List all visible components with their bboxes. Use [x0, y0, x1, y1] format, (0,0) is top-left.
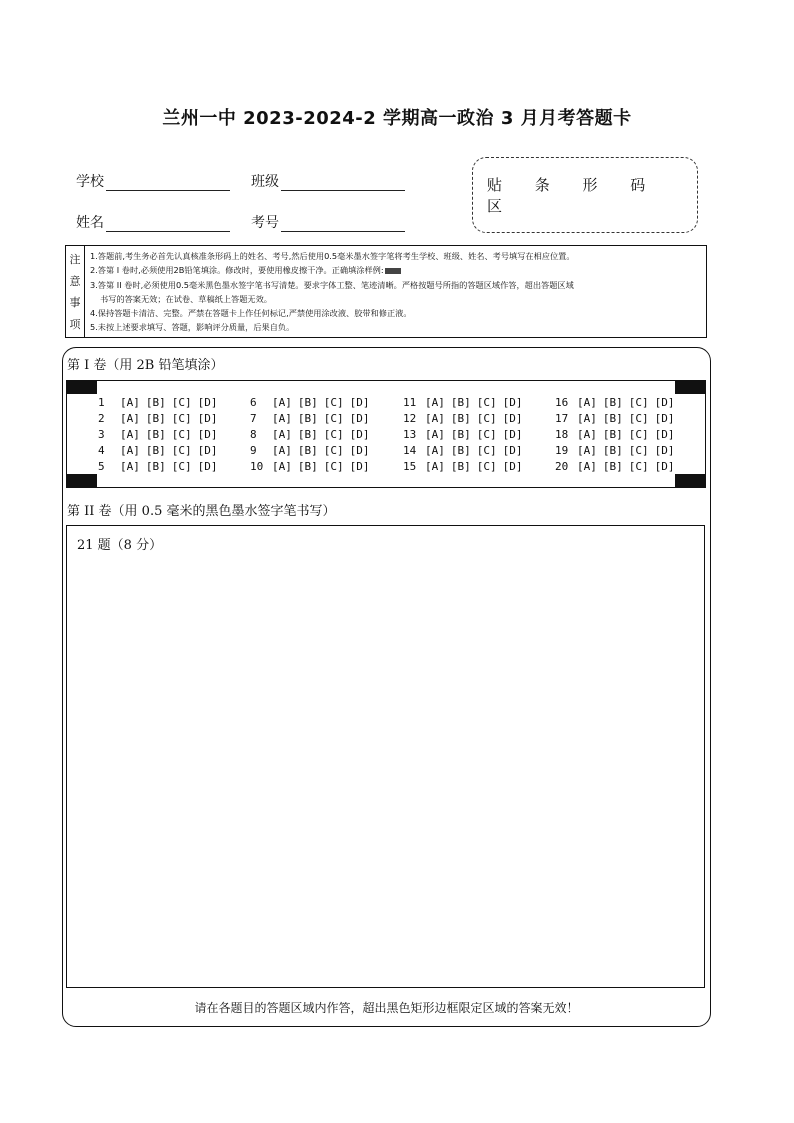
answer-bubble[interactable]: [A] [425, 444, 445, 457]
mcq-question-row [555, 459, 681, 475]
school-field[interactable] [76, 171, 230, 191]
answer-bubble[interactable]: [A] [120, 412, 140, 425]
mcq-question-row [555, 395, 681, 411]
answer-bubble[interactable]: [B] [297, 396, 318, 409]
fill-sample-icon [385, 268, 401, 274]
rule-5: 5.未按上述要求填写、答题，影响评分质量，后果自负。 [90, 322, 295, 333]
section2-title: 第 II 卷（用 0.5 毫米的黑色墨水签字笔书写） [67, 504, 336, 519]
answer-bubble[interactable]: [D] [654, 460, 675, 473]
question-number: 7 [250, 412, 257, 425]
mcq-question-row [250, 427, 376, 443]
answer-area[interactable] [66, 525, 705, 988]
footer-warning: 请在各题目的答题区域内作答，超出黑色矩形边框限定区域的答案无效！ [194, 1001, 579, 1015]
answer-bubble[interactable]: [D] [502, 396, 523, 409]
answer-bubble[interactable]: [D] [197, 396, 218, 409]
answer-bubble[interactable]: [D] [349, 412, 370, 425]
question-number: 10 [250, 460, 264, 473]
mcq-question-row [403, 459, 529, 475]
answer-bubble[interactable]: [C] [476, 396, 497, 409]
rule-2 [90, 263, 702, 277]
answer-bubble[interactable]: [B] [602, 412, 623, 425]
notice-char: 项 [69, 318, 81, 332]
answer-bubble[interactable]: [C] [323, 396, 344, 409]
mcq-question-row [98, 411, 224, 427]
barcode-area [472, 157, 698, 233]
mcq-question-row [403, 395, 529, 411]
question-number: 13 [403, 428, 417, 441]
exam-no-field[interactable] [251, 212, 405, 232]
school-label: 学校 [76, 174, 104, 190]
answer-bubble[interactable]: [B] [602, 460, 623, 473]
answer-bubble[interactable]: [A] [425, 460, 445, 473]
alignment-mark [67, 474, 97, 487]
answer-bubble[interactable]: [C] [171, 444, 192, 457]
exam-no-blank[interactable] [281, 215, 405, 232]
answer-bubble[interactable]: [B] [145, 412, 166, 425]
answer-bubble[interactable]: [C] [171, 412, 192, 425]
answer-bubble[interactable]: [B] [450, 460, 471, 473]
alignment-mark [67, 381, 97, 394]
alignment-mark [675, 474, 705, 487]
answer-bubble[interactable]: [C] [476, 444, 497, 457]
answer-bubble[interactable]: [C] [323, 412, 344, 425]
answer-bubble[interactable]: [A] [577, 396, 597, 409]
mcq-question-row [555, 443, 681, 459]
answer-bubble[interactable]: [C] [171, 460, 192, 473]
rule-3-cont: 书写的答案无效；在试卷、草稿纸上答题无效。 [100, 293, 272, 304]
answer-bubble[interactable]: [D] [349, 396, 370, 409]
answer-bubble[interactable]: [B] [297, 412, 318, 425]
class-label: 班级 [251, 174, 279, 190]
answer-bubble[interactable]: [A] [577, 444, 597, 457]
page-title: 兰州一中 2023-2024-2 学期高一政治 3 月月考答题卡 [162, 108, 632, 129]
answer-bubble[interactable]: [B] [145, 460, 166, 473]
answer-bubble[interactable]: [B] [297, 444, 318, 457]
answer-bubble[interactable]: [B] [145, 444, 166, 457]
answer-bubble[interactable]: [C] [628, 412, 649, 425]
answer-bubble[interactable]: [B] [145, 396, 166, 409]
answer-bubble[interactable]: [C] [323, 444, 344, 457]
exam-no-label: 考号 [251, 215, 279, 231]
answer-bubble[interactable]: [B] [602, 396, 623, 409]
question-number: 1 [98, 396, 105, 409]
name-blank[interactable] [106, 215, 230, 232]
class-field[interactable] [251, 171, 405, 191]
answer-bubble[interactable]: [A] [577, 412, 597, 425]
answer-bubble[interactable]: [A] [425, 396, 445, 409]
mcq-question-row [403, 411, 529, 427]
answer-bubble[interactable]: [D] [197, 428, 218, 441]
answer-bubble[interactable]: [D] [502, 460, 523, 473]
answer-bubble[interactable]: [A] [120, 396, 140, 409]
mcq-question-row [250, 459, 376, 475]
answer-bubble[interactable]: [D] [654, 428, 675, 441]
name-field[interactable] [76, 212, 230, 232]
notice-char: 事 [69, 296, 81, 310]
question-number: 20 [555, 460, 569, 473]
answer-bubble[interactable]: [D] [349, 444, 370, 457]
answer-bubble[interactable]: [A] [120, 444, 140, 457]
rule-3: 3.答第 II 卷时,必须使用0.5毫米黑色墨水签字笔书写清楚。要求字体工整、笔迹清晰。严格按题号所指的答题区域作答，超出答题区域 [90, 279, 574, 290]
answer-bubble[interactable]: [A] [120, 460, 140, 473]
answer-bubble[interactable]: [A] [272, 396, 292, 409]
answer-bubble[interactable]: [C] [628, 396, 649, 409]
answer-bubble[interactable]: [A] [120, 428, 140, 441]
answer-bubble[interactable]: [A] [577, 460, 597, 473]
mcq-question-row [98, 459, 224, 475]
answer-bubble[interactable]: [C] [323, 428, 344, 441]
notice-side-label [66, 246, 85, 337]
answer-bubble[interactable]: [B] [450, 428, 471, 441]
question-number: 14 [403, 444, 417, 457]
question-number: 15 [403, 460, 417, 473]
rule-1: 1.答题前,考生务必首先认真核准条形码上的姓名、考号,然后使用0.5毫米墨水签字笔将考生学校、班级、姓名、考号填写在相应位置。 [90, 251, 575, 261]
answer-bubble[interactable]: [B] [602, 444, 623, 457]
rule-4: 4.保持答题卡清洁、完整。严禁在答题卡上作任何标记,严禁使用涂改液、胶带和修正液。 [90, 308, 412, 319]
answer-bubble[interactable]: [B] [145, 428, 166, 441]
school-blank[interactable] [106, 174, 230, 191]
mcq-column [403, 395, 529, 475]
mcq-column [250, 395, 376, 475]
mcq-question-row [250, 395, 376, 411]
question-number: 12 [403, 412, 417, 425]
mcq-question-row [403, 427, 529, 443]
question-number: 16 [555, 396, 569, 409]
answer-bubble[interactable]: [A] [272, 444, 292, 457]
answer-bubble[interactable]: [C] [476, 428, 497, 441]
mcq-column [98, 395, 224, 475]
answer-bubble[interactable]: [B] [450, 396, 471, 409]
mcq-question-row [555, 427, 681, 443]
answer-bubble[interactable]: [C] [323, 460, 344, 473]
question-number: 8 [250, 428, 257, 441]
notice-char: 意 [69, 274, 81, 288]
answer-bubble[interactable]: [D] [502, 428, 523, 441]
question-number: 2 [98, 412, 105, 425]
answer-bubble[interactable]: [A] [425, 412, 445, 425]
question-number: 4 [98, 444, 105, 457]
answer-bubble[interactable]: [D] [197, 444, 218, 457]
answer-bubble[interactable]: [D] [654, 396, 675, 409]
section1-title: 第 I 卷（用 2B 铅笔填涂） [67, 358, 224, 373]
answer-bubble[interactable]: [A] [425, 428, 445, 441]
answer-bubble[interactable]: [C] [628, 428, 649, 441]
question-number: 11 [403, 396, 417, 409]
class-blank[interactable] [281, 174, 405, 191]
answer-bubble[interactable]: [B] [602, 428, 623, 441]
answer-bubble[interactable]: [D] [654, 412, 675, 425]
mcq-question-row [98, 427, 224, 443]
answer-bubble[interactable]: [C] [171, 396, 192, 409]
answer-bubble[interactable]: [A] [272, 412, 292, 425]
question-number: 3 [98, 428, 105, 441]
question-number: 6 [250, 396, 257, 409]
notice-char: 注 [69, 252, 81, 266]
barcode-label: 贴 条 形 码 区 [487, 176, 660, 215]
answer-bubble[interactable]: [A] [272, 428, 292, 441]
answer-bubble[interactable]: [A] [577, 428, 597, 441]
answer-bubble[interactable]: [B] [297, 428, 318, 441]
mcq-column [555, 395, 681, 475]
answer-bubble[interactable]: [D] [349, 428, 370, 441]
answer-bubble[interactable]: [A] [272, 460, 292, 473]
question-21-label: 21 题（8 分） [77, 538, 163, 553]
answer-bubble[interactable]: [D] [502, 444, 523, 457]
question-number: 18 [555, 428, 569, 441]
answer-bubble[interactable]: [B] [450, 444, 471, 457]
question-number: 17 [555, 412, 569, 425]
mcq-block [66, 380, 706, 488]
mcq-question-row [403, 443, 529, 459]
answer-bubble[interactable]: [C] [171, 428, 192, 441]
answer-bubble[interactable]: [D] [502, 412, 523, 425]
rule-2-text: 2.答第 I 卷时,必须使用2B铅笔填涂。修改时，要使用橡皮擦干净。正确填涂样例: [90, 265, 384, 276]
notice-rules [85, 246, 706, 337]
name-label: 姓名 [76, 215, 104, 231]
answer-bubble[interactable]: [D] [654, 444, 675, 457]
question-number: 9 [250, 444, 257, 457]
answer-bubble[interactable]: [D] [197, 460, 218, 473]
answer-bubble[interactable]: [D] [349, 460, 370, 473]
mcq-question-row [250, 443, 376, 459]
answer-bubble[interactable]: [D] [197, 412, 218, 425]
mcq-question-row [250, 411, 376, 427]
answer-bubble[interactable]: [C] [476, 412, 497, 425]
answer-bubble[interactable]: [C] [476, 460, 497, 473]
answer-bubble[interactable]: [C] [628, 460, 649, 473]
notice-box [65, 245, 707, 338]
alignment-mark [675, 381, 705, 394]
question-number: 5 [98, 460, 105, 473]
mcq-question-row [555, 411, 681, 427]
question-number: 19 [555, 444, 569, 457]
mcq-question-row [98, 395, 224, 411]
mcq-question-row [98, 443, 224, 459]
answer-bubble[interactable]: [B] [450, 412, 471, 425]
answer-bubble[interactable]: [B] [297, 460, 318, 473]
answer-bubble[interactable]: [C] [628, 444, 649, 457]
